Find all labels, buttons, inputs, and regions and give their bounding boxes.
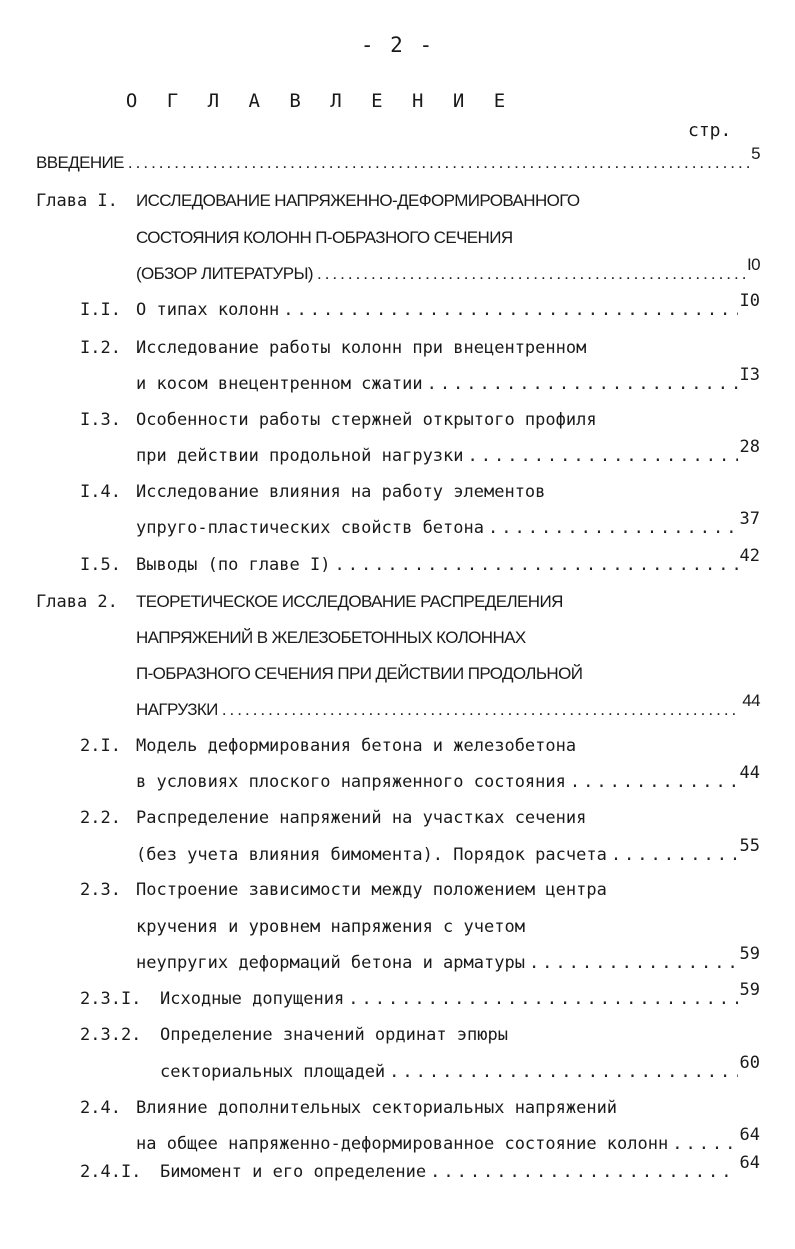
toc-entry-row — [136, 546, 760, 585]
dot-leader — [389, 1062, 737, 1082]
toc-entry-number: I.3. — [80, 410, 121, 430]
toc-entry-text-line — [136, 736, 576, 766]
toc-page-number: 5 — [751, 144, 760, 163]
toc-entry-title: НАГРУЗКИ — [136, 700, 218, 719]
toc-entry-number: Глава I. — [36, 191, 118, 211]
toc-entry-title: Исследование работы колонн при внецентренном — [136, 338, 587, 358]
dot-leader — [317, 264, 745, 284]
toc-entry-number: I.I. — [80, 300, 121, 320]
toc-entry-row — [136, 437, 760, 476]
toc-entry-row — [136, 691, 760, 730]
dot-leader — [222, 700, 740, 720]
toc-entry-row — [36, 144, 760, 183]
toc-page-number: 55 — [739, 836, 760, 856]
toc-entry-number: 2.3. — [80, 880, 121, 900]
toc-entry-text-line — [136, 1098, 617, 1128]
toc-page-number: 44 — [739, 763, 760, 783]
dot-leader — [430, 1162, 737, 1182]
dot-leader — [611, 845, 738, 865]
toc-entry-title: Исследование влияния на работу элементов — [136, 482, 546, 502]
toc-entry-row — [136, 291, 760, 330]
toc-entry-number: I.2. — [80, 338, 121, 358]
toc-entry-text-line — [136, 628, 526, 658]
toc-entry-title: на общее напряженно-деформированное состояние колонн — [136, 1134, 669, 1154]
toc-page-number: 37 — [739, 509, 760, 529]
toc-entry-text-line — [136, 664, 582, 694]
toc-entry-title: ИССЛЕДОВАНИЕ НАПРЯЖЕННО-ДЕФОРМИРОВАННОГО — [136, 191, 580, 210]
dot-leader — [468, 446, 738, 466]
toc-entry-row — [160, 980, 760, 1019]
toc-title: О Г Л А В Л Е Н И Е — [125, 90, 515, 112]
page-number: - 2 - — [360, 33, 435, 57]
toc-entry-number: 2.3.2. — [80, 1025, 142, 1045]
dot-leader — [427, 374, 738, 394]
toc-entry-number: 2.2. — [80, 808, 121, 828]
toc-entry-title: (ОБЗОР ЛИТЕРАТУРЫ) — [136, 264, 313, 283]
toc-entry-title: Модель деформирования бетона и железобетона — [136, 736, 577, 756]
toc-entry-title: П-ОБРАЗНОГО СЕЧЕНИЯ ПРИ ДЕЙСТВИИ ПРОДОЛЬНОЙ — [136, 664, 583, 683]
toc-page-number: 64 — [739, 1153, 760, 1173]
toc-entry-title: Определение значений ординат эпюры — [160, 1025, 508, 1045]
toc-entry-number: I.4. — [80, 482, 121, 502]
toc-entry-number: 2.4. — [80, 1098, 121, 1118]
dot-leader — [348, 989, 737, 1009]
toc-entry-row — [136, 365, 760, 404]
toc-entry-title: неупругих деформаций бетона и арматуры — [136, 953, 525, 973]
toc-page-number: I3 — [739, 365, 760, 385]
toc-page-number: I0 — [739, 291, 760, 311]
toc-page-number: 60 — [739, 1053, 760, 1073]
dot-leader — [128, 153, 749, 173]
toc-entry-title: секториальных площадей — [160, 1062, 386, 1082]
toc-entry-number: 2.3.I. — [80, 989, 142, 1009]
toc-page-number: 59 — [739, 944, 760, 964]
toc-entry-title: упруго-пластических свойств бетона — [136, 518, 484, 538]
toc-entry-text-line — [136, 482, 545, 512]
toc-page-number: 44 — [742, 691, 760, 710]
toc-page-number: 42 — [739, 546, 760, 566]
toc-entry-title: и косом внецентренном сжатии — [136, 374, 423, 394]
toc-entry-text-line — [136, 191, 580, 221]
toc-entry-row — [136, 1125, 760, 1164]
toc-entry-title: кручения и уровнем напряжения с учетом — [136, 917, 525, 937]
dot-leader — [529, 953, 738, 973]
dot-leader — [283, 300, 737, 320]
toc-entry-title: Построение зависимости между положением центра — [136, 880, 607, 900]
dot-leader — [672, 1134, 737, 1154]
toc-entry-number: I.5. — [80, 555, 121, 575]
toc-entry-title: ТЕОРЕТИЧЕСКОЕ ИССЛЕДОВАНИЕ РАСПРЕДЕЛЕНИЯ — [136, 592, 563, 611]
toc-entry-text-line — [136, 917, 525, 947]
toc-entry-row — [136, 836, 760, 875]
toc-entry-title: Влияние дополнительных секториальных напряжений — [136, 1098, 618, 1118]
toc-entry-text-line — [160, 1025, 508, 1055]
toc-entry-title: Выводы (по главе I) — [136, 555, 331, 575]
toc-entry-title: Распределение напряжений на участках сечения — [136, 808, 587, 828]
toc-entry-number: 2.I. — [80, 736, 121, 756]
toc-entry-text-line — [136, 338, 586, 368]
toc-entry-text-line — [136, 880, 607, 910]
toc-entry-row — [160, 1153, 760, 1192]
toc-entry-title: при действии продольной нагрузки — [136, 446, 464, 466]
toc-entry-title: О типах колонн — [136, 300, 280, 320]
dot-leader — [488, 518, 738, 538]
toc-entry-text-line — [136, 228, 513, 258]
toc-entry-title: в условиях плоского напряженного состояния — [136, 772, 566, 792]
dot-leader — [570, 772, 738, 792]
page-column-label: стр. — [688, 120, 732, 141]
toc-entry-text-line — [136, 808, 586, 838]
toc-page-number: 64 — [739, 1125, 760, 1145]
toc-entry-text-line — [136, 410, 597, 440]
toc-entry-number: Глава 2. — [36, 592, 118, 612]
toc-entry-title: Исходные допущения — [160, 989, 345, 1009]
toc-entry-title: (без учета влияния бимомента). Порядок расчета — [136, 845, 607, 865]
toc-page-number: 59 — [739, 980, 760, 1000]
toc-entry-text-line — [136, 592, 563, 622]
toc-entry-title: Особенности работы стержней открытого профиля — [136, 410, 597, 430]
toc-entry-row — [136, 944, 760, 983]
toc-entry-row — [136, 763, 760, 802]
toc-entry-title: НАПРЯЖЕНИЙ В ЖЕЛЕЗОБЕТОННЫХ КОЛОННАХ — [136, 628, 526, 647]
toc-page-number: 28 — [739, 437, 760, 457]
toc-entry-title: ВВЕДЕНИЕ — [36, 153, 124, 172]
toc-entry-row — [136, 255, 760, 294]
toc-entry-row — [160, 1053, 760, 1092]
toc-page-number: I0 — [747, 255, 760, 274]
toc-entry-row — [136, 509, 760, 548]
toc-entry-title: Бимомент и его определение — [160, 1162, 427, 1182]
dot-leader — [334, 555, 737, 575]
toc-entry-number: 2.4.I. — [80, 1162, 142, 1182]
toc-entry-title: СОСТОЯНИЯ КОЛОНН П-ОБРАЗНОГО СЕЧЕНИЯ — [136, 228, 513, 247]
